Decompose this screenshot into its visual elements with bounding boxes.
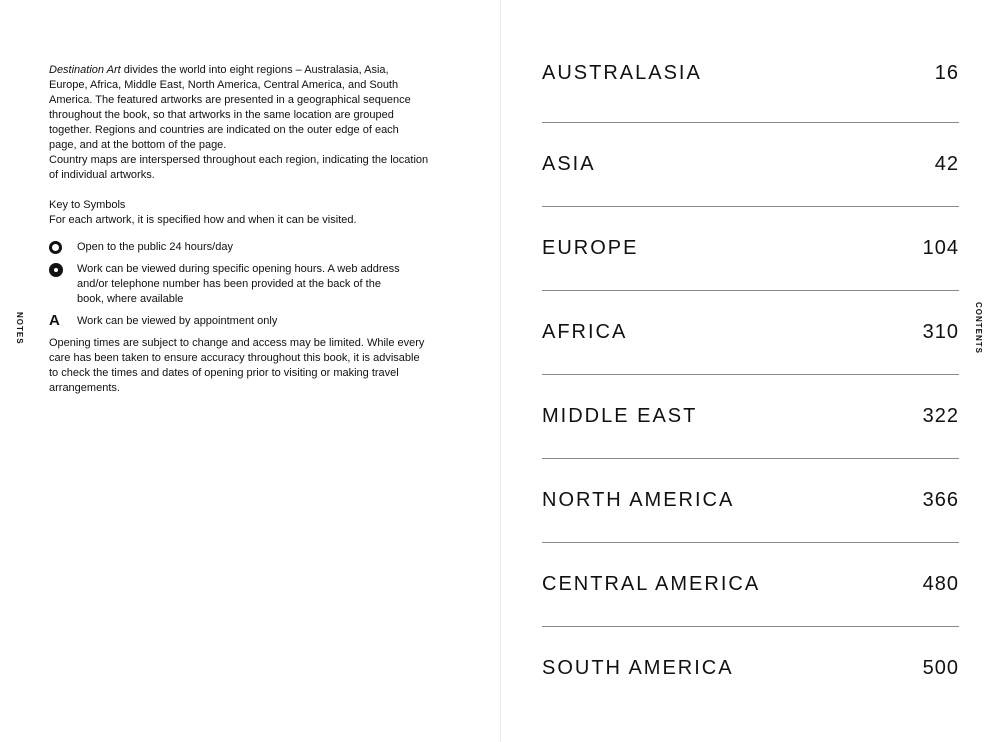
notes-side-label: NOTES bbox=[15, 312, 24, 345]
region-name: SOUTH AMERICA bbox=[542, 657, 734, 679]
contents-side-label: CONTENTS bbox=[974, 302, 983, 354]
symbol-description: Work can be viewed during specific opening hours. A web address and/or telephone number has been provided at the back of the book, where available bbox=[77, 263, 400, 305]
contents-entry[interactable] bbox=[542, 627, 959, 710]
page-number: 500 bbox=[922, 657, 959, 679]
page-number: 322 bbox=[922, 405, 959, 427]
letter-a-icon: A bbox=[49, 312, 60, 329]
region-name: AUSTRALASIA bbox=[542, 62, 702, 84]
page-number: 366 bbox=[922, 489, 959, 511]
page-number: 42 bbox=[934, 153, 959, 175]
symbol-key-list bbox=[49, 240, 429, 329]
contents-entry[interactable] bbox=[542, 543, 959, 627]
contents-entry[interactable] bbox=[542, 40, 959, 123]
key-heading: Key to Symbols bbox=[49, 199, 126, 211]
open-circle-icon bbox=[49, 241, 62, 254]
page-number: 310 bbox=[922, 321, 959, 343]
page-number: 480 bbox=[922, 573, 959, 595]
region-name: CENTRAL AMERICA bbox=[542, 573, 761, 595]
closing-paragraph: Opening times are subject to change and access may be limited. While every care has been taken to ensure accuracy throughout this book, it is advisable to check the times and dates of opening prior to visiting or making travel arrangements. bbox=[49, 337, 425, 394]
region-name: MIDDLE EAST bbox=[542, 405, 698, 427]
contents-list bbox=[542, 40, 959, 710]
intro-paragraph bbox=[49, 63, 429, 153]
region-name: AFRICA bbox=[542, 321, 628, 343]
contents-entry[interactable] bbox=[542, 207, 959, 291]
contents-entry[interactable] bbox=[542, 123, 959, 207]
contents-entry[interactable] bbox=[542, 375, 959, 459]
contents-entry[interactable] bbox=[542, 459, 959, 543]
symbol-description: Open to the public 24 hours/day bbox=[77, 241, 233, 253]
region-name: ASIA bbox=[542, 153, 596, 175]
page-number: 104 bbox=[922, 237, 959, 259]
symbol-row bbox=[49, 262, 429, 307]
maps-paragraph: Country maps are interspersed throughout each region, indicating the location of individual artworks. bbox=[49, 154, 429, 181]
contents-entry[interactable] bbox=[542, 291, 959, 375]
symbol-row bbox=[49, 240, 429, 255]
key-subheading: For each artwork, it is specified how and when it can be visited. bbox=[49, 214, 357, 226]
region-name: EUROPE bbox=[542, 237, 639, 259]
symbol-description: Work can be viewed by appointment only bbox=[77, 315, 278, 327]
filled-circle-icon bbox=[49, 263, 63, 277]
intro-text: divides the world into eight regions – Australasia, Asia, Europe, Africa, Middle East, North America, Central America, and South America. The featured artworks are presented in a geographical sequence throughout the book, so that artworks in the same location are grouped together. Regions and countries are indicated on the outer edge of each page, and at the bottom of the page. bbox=[49, 64, 411, 151]
region-name: NORTH AMERICA bbox=[542, 489, 735, 511]
page-number: 16 bbox=[934, 62, 959, 84]
symbol-row bbox=[49, 314, 429, 329]
notes-body bbox=[49, 63, 429, 396]
book-title: Destination Art bbox=[49, 64, 121, 76]
